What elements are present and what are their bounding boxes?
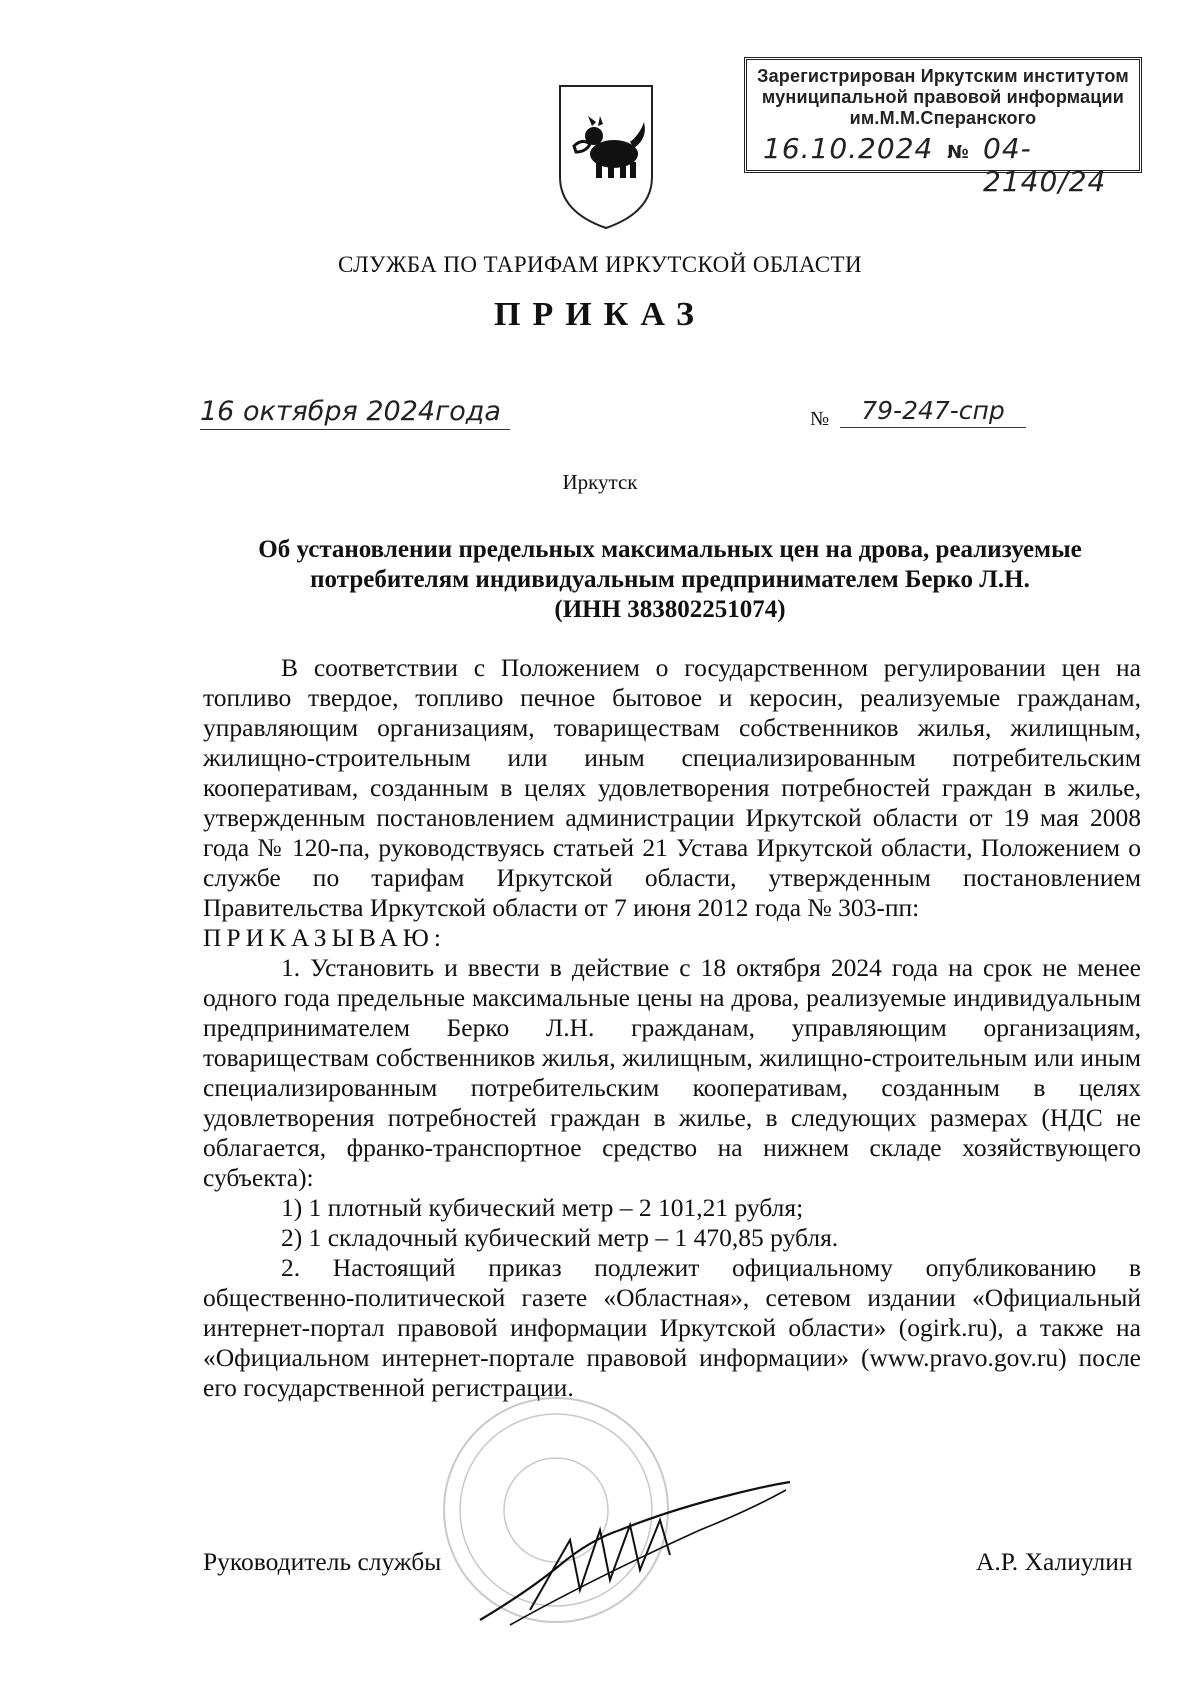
order-number-label: № (810, 408, 830, 430)
coat-of-arms-icon (556, 82, 656, 232)
stamp-no-label: № (947, 142, 969, 163)
agency-name: СЛУЖБА ПО ТАРИФАМ ИРКУТСКОЙ ОБЛАСТИ (338, 252, 862, 277)
stamp-handwritten-row (757, 132, 1129, 198)
order-number-handwritten: 79-247-спр (840, 396, 1026, 428)
heading-line-3: (ИНН 383802251074) (554, 596, 786, 623)
signer-role: Руководитель службы (203, 1547, 442, 1576)
heading-line-1: Об установлении предельных максимальных цен на дрова, реализуемые (258, 536, 1082, 563)
item-1-paragraph: 1. Установить и ввести в действие с 18 октября 2024 года на срок не менее одного года предельные максимальные цены на дрова, реализуемые индивидуальным предпринимателем Берко Л.Н. гражданам, управляющим организациям, товариществам собственников жилья, жилищным, жилищно-строительным или иным специализированным потребительским кооперативам, созданным в целях удовлетворения потребностей граждан в жилье, в следующих размерах (НДС не облагается, франко-транспортное средство на нижнем складе хозяйствующего субъекта): (203, 953, 1141, 1192)
order-date-handwritten: 16 октября 2024года (200, 396, 510, 430)
order-body (203, 653, 1141, 1403)
order-heading (200, 535, 1140, 625)
stamp-number: 04-2140/24 (983, 132, 1107, 198)
stamp-line-2: муниципальной правовой информации (761, 87, 1125, 107)
signer-name: А.Р. Халиулин (976, 1547, 1133, 1576)
heading-line-2: потребителям индивидуальным предпринимателем Берко Л.Н. (310, 566, 1030, 593)
document-type-title: ПРИКАЗ (494, 296, 706, 333)
item-1-sub-2: 2) 1 складочный кубический метр – 1 470,85 рубля. (281, 1223, 839, 1252)
item-1-sub-1: 1) 1 плотный кубический метр – 2 101,21 рубля; (281, 1193, 804, 1222)
city-name: Иркутск (562, 470, 638, 494)
item-2-paragraph: 2. Настоящий приказ подлежит официальному опубликованию в общественно-политической газете «Областная», сетевом издании «Официальный интернет-портал правовой информации Иркутской области» (ogirk.ru), а также на «Официальном интернет-портале правовой информации» (www.pravo.gov.ru) после его государственной регистрации. (203, 1253, 1141, 1402)
handwritten-signature-icon (470, 1470, 800, 1630)
stamp-line-3: им.М.М.Сперанского (849, 108, 1037, 128)
stamp-line-1: Зарегистрирован Иркутским институтом (757, 66, 1129, 86)
order-word: ПРИКАЗЫВАЮ: (203, 923, 446, 952)
stamp-date: 16.10.2024 (763, 132, 934, 165)
registration-stamp (744, 57, 1142, 198)
preamble-paragraph: В соответствии с Положением о государственном регулировании цен на топливо твердое, топливо печное бытовое и керосин, реализуемые гражданам, управляющим организациям, товариществам собственников жилья, жилищным, жилищно-строительным или иным специализированным потребительским кооперативам, созданным в целях удовлетворения потребностей граждан в жилье, утвержденным постановлением администрации Иркутской области от 19 мая 2008 года № 120-па, руководствуясь статьей 21 Устава Иркутской области, Положением о службе по тарифам Иркутской области, утвержденным постановлением Правительства Иркутской области от 7 июня 2012 года № 303-пп: (203, 653, 1141, 922)
